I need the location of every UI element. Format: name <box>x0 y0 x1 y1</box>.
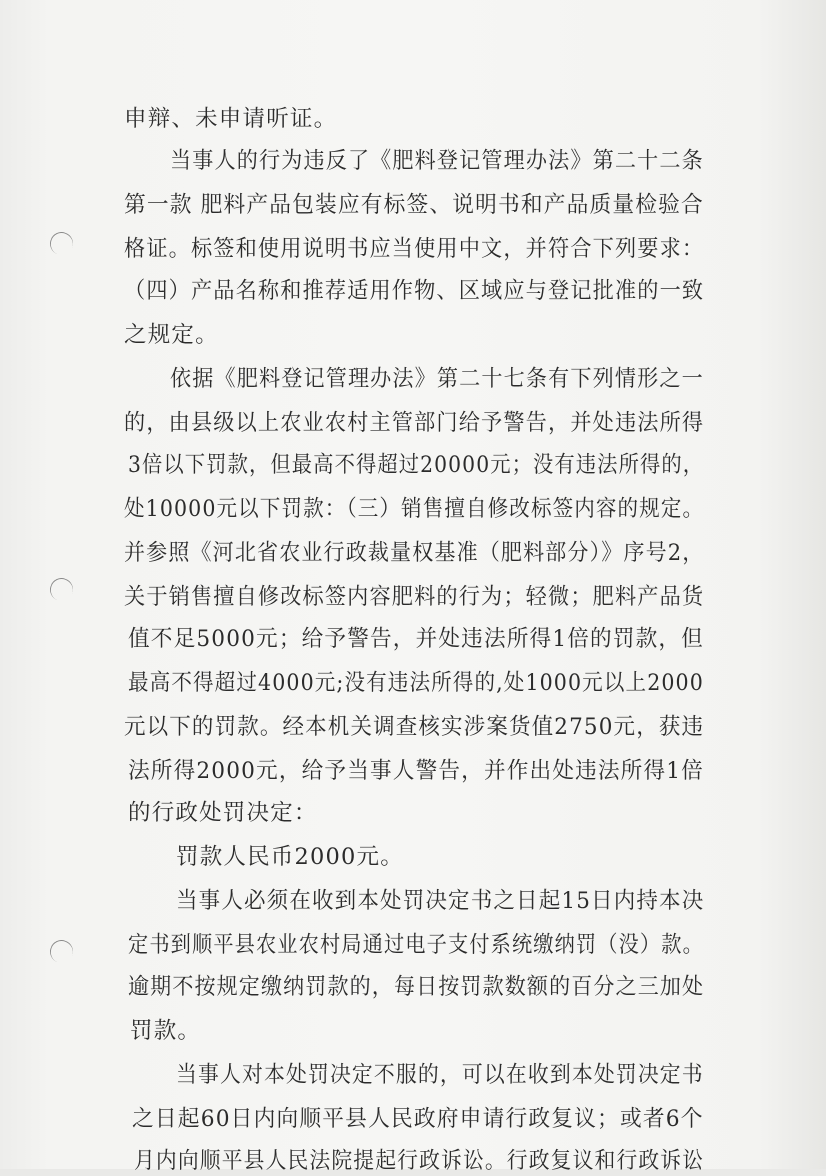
text-line: 处10000元以下罚款：（三）销售擅自修改标签内容的规定。 <box>124 496 705 522</box>
punch-hole-mark <box>47 575 76 604</box>
punch-hole-mark <box>47 937 76 966</box>
paragraph-line: 当事人必须在收到本处罚决定书之日起15日内持本决 <box>176 888 705 914</box>
text-line: 逾期不按规定缴纳罚款的，每日按罚款数额的百分之三加处 <box>128 974 705 1000</box>
text-line: 值不足5000元；给予警告，并处违法所得1倍的罚款，但 <box>128 626 704 652</box>
paragraph-line: 依据《肥料登记管理办法》第二十七条有下列情形之一 <box>170 366 704 392</box>
text-line: 格证。标签和使用说明书应当使用中文，并符合下列要求： <box>124 236 705 262</box>
text-line: 申辩、未申请听证。 <box>124 106 338 132</box>
text-line: （四）产品名称和推荐适用作物、区域应与登记批准的一致 <box>124 278 705 304</box>
text-line: 元以下的罚款。经本机关调查核实涉案货值2750元，获违 <box>124 714 705 740</box>
text-line: 法所得2000元，给予当事人警告，并作出处违法所得1倍 <box>128 758 704 784</box>
text-line: 3倍以下罚款，但最高不得超过20000元；没有违法所得的， <box>128 452 705 478</box>
text-line: 月内向顺平县人民法院提起行政诉讼。行政复议和行政诉讼 <box>134 1148 705 1174</box>
text-line: 定书到顺平县农业农村局通过电子支付系统缴纳罚（没）款。 <box>128 932 704 958</box>
fine-amount-line: 罚款人民币2000元。 <box>176 844 404 870</box>
text-line: 之日起60日内向顺平县人民政府申请行政复议；或者6个 <box>132 1106 704 1132</box>
text-line: 第一款 肥料产品包装应有标签、说明书和产品质量检验合 <box>124 192 704 218</box>
text-line: 的行政处罚决定： <box>128 800 318 826</box>
paragraph-line: 当事人的行为违反了《肥料登记管理办法》第二十二条 <box>170 148 704 174</box>
punch-hole-mark <box>47 229 76 258</box>
text-line: 罚款。 <box>130 1018 202 1044</box>
text-line: 的，由县级以上农业农村主管部门给予警告，并处违法所得 <box>124 410 705 436</box>
text-line: 最高不得超过4000元;没有违法所得的,处1000元以上2000 <box>128 670 704 696</box>
paragraph-line: 当事人对本处罚决定不服的，可以在收到本处罚决定书 <box>176 1062 704 1088</box>
text-line: 之规定。 <box>124 322 219 348</box>
text-line: 并参照《河北省农业行政裁量权基准（肥料部分）》序号2， <box>124 540 705 566</box>
text-line: 关于销售擅自修改标签内容肥料的行为；轻微；肥料产品货 <box>124 584 705 610</box>
